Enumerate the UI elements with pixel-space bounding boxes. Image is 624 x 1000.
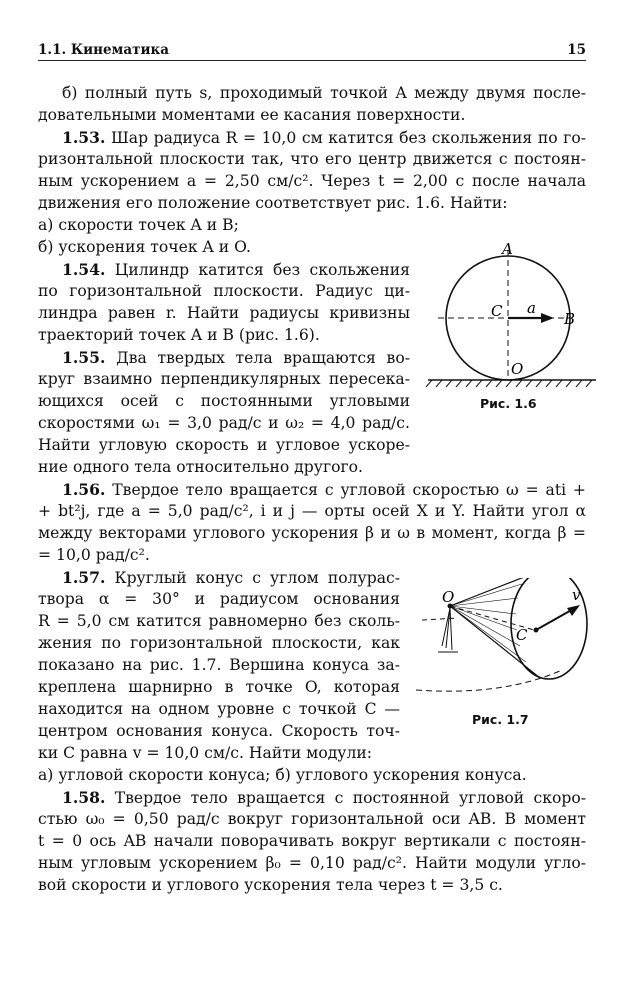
label-C: C	[491, 302, 503, 320]
figure-1-6	[420, 238, 600, 388]
text-line: + bt²j, где a = 5,0 рад/с², i и j — орты осей X и Y. Найти угол α	[38, 502, 586, 520]
problem-1-56-line: 1.56. Твердое тело вращается с угловой скоростью ω = ati +	[62, 480, 586, 499]
label-A: A	[502, 240, 513, 258]
text-line: а) угловой скорости конуса; б) углового ускорения конуса.	[38, 766, 527, 784]
text-line: R = 5,0 см катится равномерно без сколь-	[38, 612, 400, 630]
text-line: б) ускорения точек A и O.	[38, 238, 251, 256]
label-B: B	[564, 310, 576, 328]
figure-1-7	[412, 578, 598, 708]
problem-1-53-line: 1.53. Шар радиуса R = 10,0 см катится без скольжения по го-	[62, 128, 586, 147]
text-line: вой скорости и углового ускорения тела через t = 3,5 с.	[38, 876, 503, 894]
problem-number: 1.54.	[62, 260, 106, 279]
text-line: между векторами углового ускорения β и ω в момент, когда β =	[38, 524, 586, 542]
hinge-support	[438, 608, 458, 652]
text-line: ризонтальной плоскости так, что его центр движется с постоян-	[38, 150, 586, 168]
text-line: а) скорости точек A и B;	[38, 216, 239, 234]
text-line: находится на одном уровне с точкой C —	[38, 700, 400, 718]
trajectory-dashed	[416, 670, 562, 691]
text-line: показано на рис. 1.7. Вершина конуса за-	[38, 656, 400, 674]
problem-1-54-line: 1.54. Цилиндр катится без скольжения	[62, 260, 410, 279]
text-line: Найти угловую скорость и угловое ускоре-	[38, 436, 410, 454]
text-line: движения его положение соответствует рис. 1.6. Найти:	[38, 194, 508, 212]
problem-number: 1.53.	[62, 128, 106, 147]
text-line: t = 0 ось AB начали поворачивать вокруг вертикали с постоян-	[38, 832, 586, 850]
label-O: O	[442, 588, 455, 606]
text-line: по горизонтальной плоскости. Радиус ци-	[38, 282, 410, 300]
center-point	[534, 628, 539, 633]
text-line: б) полный путь s, проходимый точкой A между двумя после-	[62, 84, 586, 102]
label-C: C	[516, 626, 528, 644]
text-line: круг взаимно перпендикулярных пересека-	[38, 370, 410, 388]
figure-1-6-caption: Рис. 1.6	[480, 396, 537, 411]
text-line: ным угловым ускорением β₀ = 0,10 рад/с². Найти модули угло-	[38, 854, 586, 872]
page-number: 15	[567, 42, 586, 58]
text-line: ки C равна v = 10,0 см/с. Найти модули:	[38, 744, 373, 762]
problem-1-57-line: 1.57. Круглый конус с углом полурас-	[62, 568, 400, 587]
text-line: твора α = 30° и радиусом основания	[38, 590, 400, 608]
cone-shading	[450, 584, 526, 662]
text-line: довательными моментами ее касания поверхности.	[38, 106, 466, 124]
label-v: v	[572, 586, 581, 604]
problem-number: 1.58.	[62, 788, 106, 807]
label-O: O	[511, 360, 524, 378]
text-line: ным ускорением a = 2,50 см/с². Через t = 2,00 с после начала	[38, 172, 586, 190]
text-line: жения по горизонтальной плоскости, как	[38, 634, 400, 652]
problem-number: 1.55.	[62, 348, 106, 367]
page-header	[38, 40, 586, 61]
ground-hatching	[426, 380, 592, 387]
text-line: ние одного тела относительно другого.	[38, 458, 364, 476]
arrow-head	[541, 313, 554, 323]
text-line: стью ω₀ = 0,50 рад/с вокруг горизонтальной оси AB. В момент	[38, 810, 586, 828]
text-line: скоростями ω₁ = 3,0 рад/с и ω₂ = 4,0 рад/с.	[38, 414, 410, 432]
figure-1-7-caption: Рис. 1.7	[472, 712, 529, 727]
text-line: линдра равен r. Найти радиусы кривизны	[38, 304, 410, 322]
arrow-head	[567, 605, 580, 616]
text-line: = 10,0 рад/с².	[38, 546, 150, 564]
section-title: 1.1. Кинематика	[38, 42, 169, 58]
problem-1-55-line: 1.55. Два твердых тела вращаются во-	[62, 348, 410, 367]
text-line: траекторий точек A и B (рис. 1.6).	[38, 326, 320, 344]
text-line: креплена шарнирно в точке O, которая	[38, 678, 400, 696]
axis-dashed	[422, 618, 458, 620]
text-line: центром основания конуса. Скорость точ-	[38, 722, 400, 740]
label-a: a	[527, 299, 536, 317]
problem-number: 1.56.	[62, 480, 106, 499]
problem-number: 1.57.	[62, 568, 106, 587]
problem-1-58-line: 1.58. Твердое тело вращается с постоянной угловой скоро-	[62, 788, 586, 807]
text-line: ющихся осей с постоянными угловыми	[38, 392, 410, 410]
